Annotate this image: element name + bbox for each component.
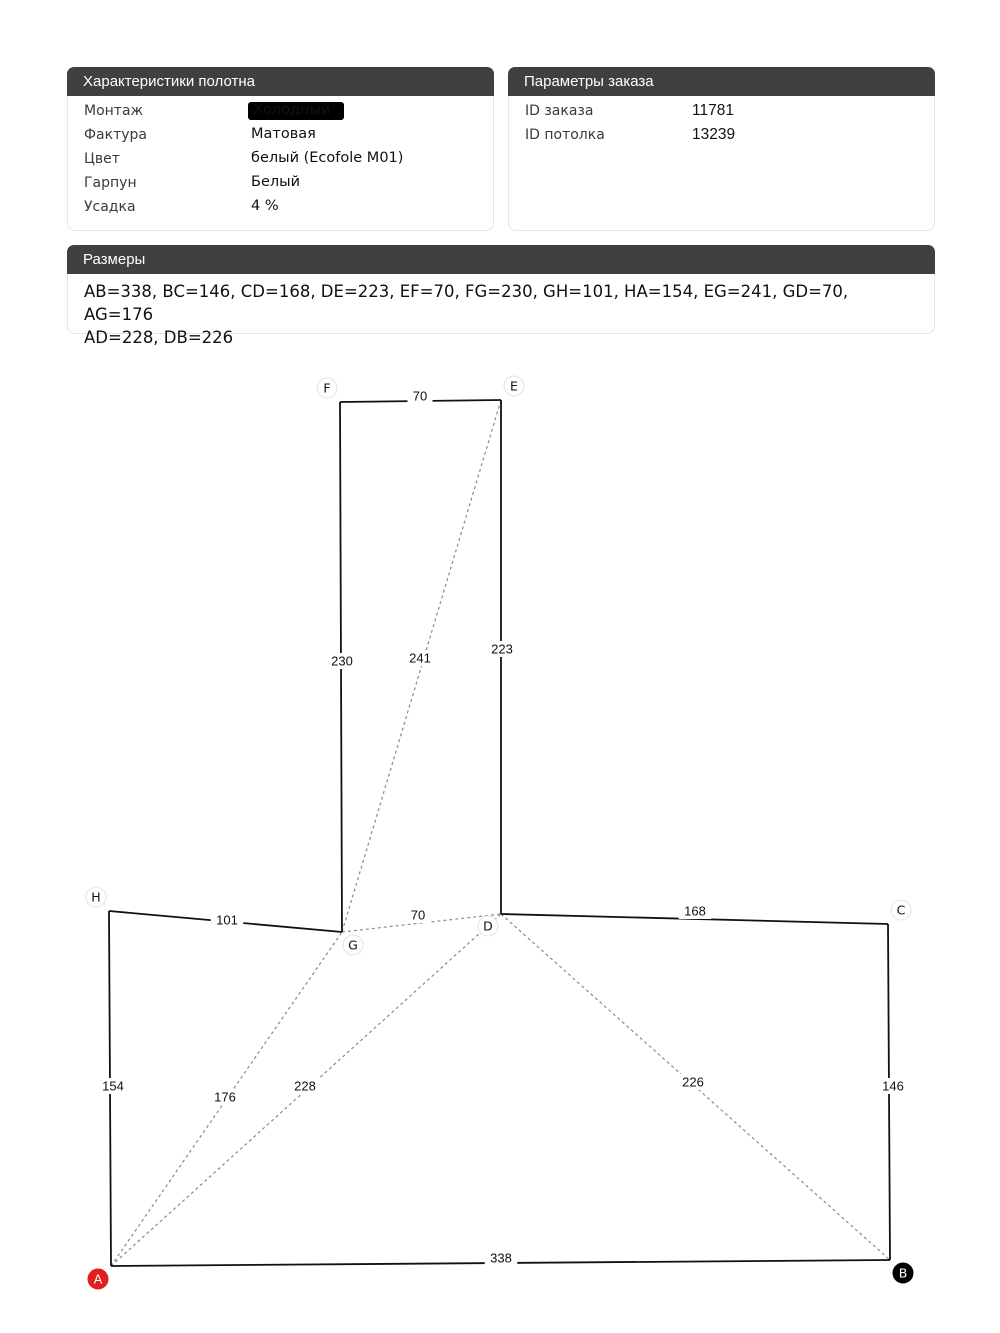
edge-label-fg: 230 bbox=[331, 653, 353, 669]
vertex-label-b: B bbox=[898, 1265, 908, 1281]
vertex-label-f: F bbox=[323, 380, 331, 396]
dimensions-header: Размеры bbox=[67, 245, 935, 274]
dimensions-line-2: AD=228, DB=226 bbox=[84, 328, 234, 347]
vertex-label-a: A bbox=[93, 1271, 103, 1287]
diagonal-label-ad: 228 bbox=[294, 1078, 316, 1094]
vertex-label-e: E bbox=[510, 378, 518, 394]
diagonal-label-gd: 70 bbox=[410, 907, 426, 923]
shrinkage-value: 4 % bbox=[251, 198, 279, 214]
harpoon-label: Гарпун bbox=[84, 175, 137, 191]
harpoon-value: Белый bbox=[251, 174, 301, 190]
diagonal-label-eg: 241 bbox=[409, 650, 431, 666]
order-id-label: ID заказа bbox=[525, 103, 594, 119]
vertex-label-h: H bbox=[91, 889, 101, 905]
edge-label-de: 223 bbox=[491, 641, 513, 657]
mounting-label: Монтаж bbox=[84, 103, 144, 119]
edges-layer bbox=[109, 400, 890, 1266]
vertices-layer bbox=[86, 376, 913, 1289]
ceiling-id-value: 13239 bbox=[692, 126, 736, 143]
edge-label-ha: 154 bbox=[102, 1078, 124, 1094]
edge-label-gh: 101 bbox=[216, 912, 238, 928]
edge-label-ef: 70 bbox=[412, 388, 428, 404]
edge-label-ab: 338 bbox=[490, 1250, 512, 1266]
diagonal-label-db: 226 bbox=[682, 1074, 704, 1090]
order-header: Параметры заказа bbox=[508, 67, 935, 96]
vertex-label-d: D bbox=[483, 918, 493, 934]
color-label: Цвет bbox=[84, 151, 120, 167]
edge-label-cd: 168 bbox=[684, 903, 706, 919]
vertex-label-g: G bbox=[348, 937, 358, 953]
characteristics-header: Характеристики полотна bbox=[67, 67, 494, 96]
ceiling-id-label: ID потолка bbox=[525, 127, 605, 143]
edge-label-bc: 146 bbox=[882, 1078, 904, 1094]
dimensions-line-1: AB=338, BC=146, CD=168, DE=223, EF=70, FG=230, GH=101, HA=154, EG=241, GD=70, AG=176 bbox=[84, 282, 849, 324]
order-id-value: 11781 bbox=[692, 102, 734, 119]
mounting-value-badge: Холодный bbox=[248, 102, 344, 120]
shrinkage-label: Усадка bbox=[84, 199, 136, 215]
edge-labels-layer bbox=[97, 388, 910, 1266]
texture-value: Матовая bbox=[251, 126, 316, 142]
vertex-label-c: C bbox=[896, 902, 906, 918]
color-value: белый (Ecofole M01) bbox=[251, 150, 404, 166]
diagonal-label-ag: 176 bbox=[214, 1089, 236, 1105]
texture-label: Фактура bbox=[84, 127, 147, 143]
